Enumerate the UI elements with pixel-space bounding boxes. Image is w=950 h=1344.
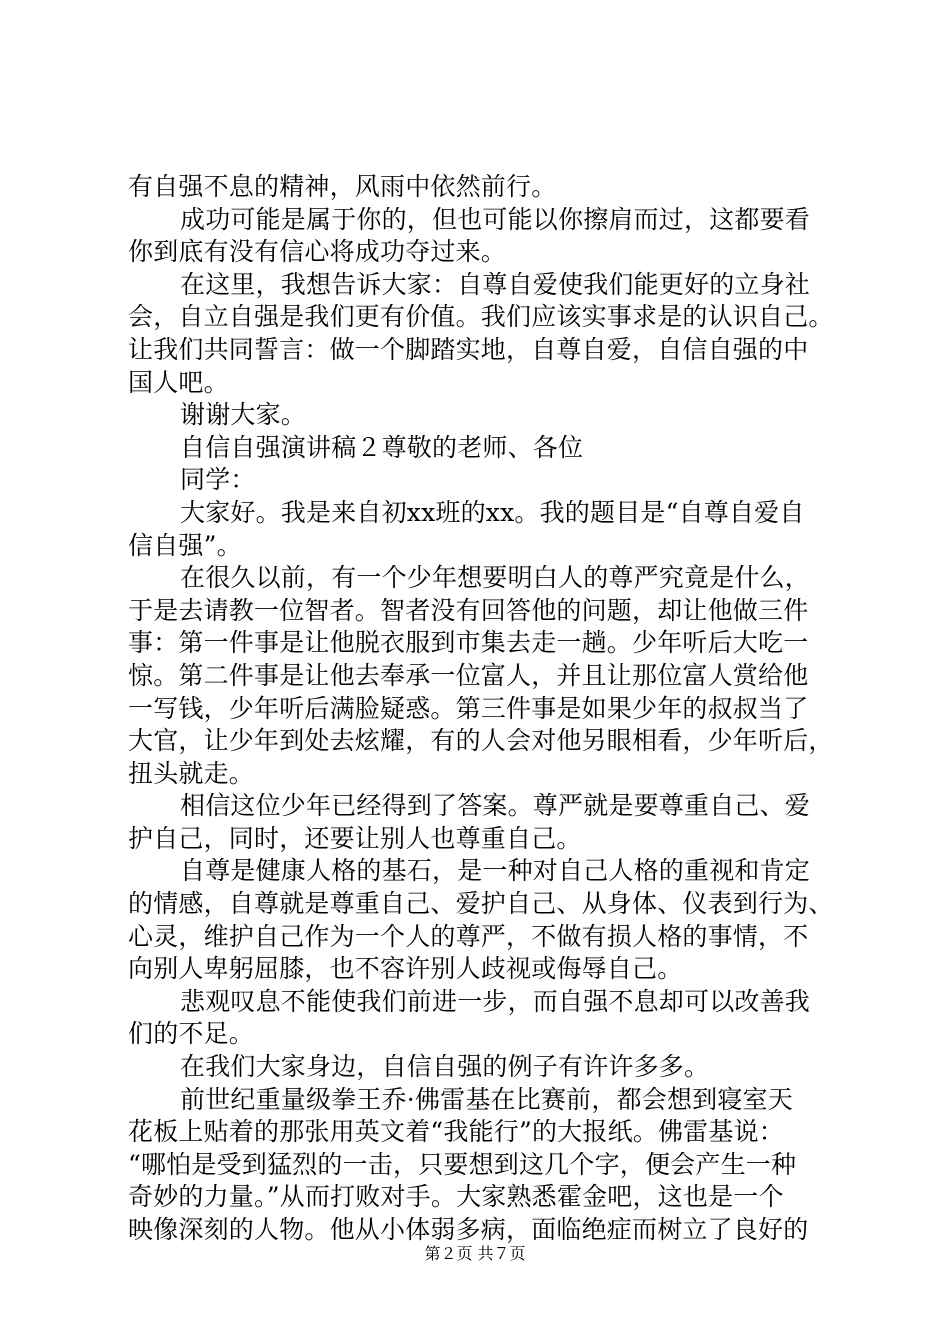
text-line: 惊。第二件事是让他去奉承一位富人，并且让那位富人赏给他 xyxy=(128,660,809,690)
text-line: 大家好。我是来自初xx班的xx。我的题目是“自尊自爱自 xyxy=(180,497,805,527)
text-line: 事：第一件事是让他脱衣服到市集去走一趟。少年听后大吃一 xyxy=(128,628,809,658)
text-line: 让我们共同誓言：做一个脚踏实地，自尊自爱，自信自强的中 xyxy=(128,334,809,364)
text-line: 悲观叹息不能使我们前进一步，而自强不息却可以改善我 xyxy=(180,986,811,1016)
text-line: 同学： xyxy=(180,465,256,495)
text-line: 奇妙的力量。”从而打败对手。大家熟悉霍金吧，这也是一个 xyxy=(128,1182,784,1212)
page-number: 第２页 共７页 xyxy=(424,1244,526,1263)
text-line: 你到底有没有信心将成功夺过来。 xyxy=(128,237,507,267)
text-line: 相信这位少年已经得到了答案。尊严就是要尊重自己、爱 xyxy=(180,791,811,821)
text-line: 于是去请教一位智者。智者没有回答他的问题，却让他做三件 xyxy=(128,595,809,625)
text-line: 们的不足。 xyxy=(128,1019,255,1049)
text-line: 在我们大家身边，自信自强的例子有许许多多。 xyxy=(180,1052,710,1082)
text-line: 前世纪重量级拳王乔·佛雷基在比赛前，都会想到寝室天 xyxy=(180,1084,793,1114)
text-line: 向别人卑躬屈膝，也不容许别人歧视或侮辱自己。 xyxy=(128,954,683,984)
text-line: 映像深刻的人物。他从小体弱多病，面临绝症而树立了良好的 xyxy=(128,1215,809,1244)
text-line: 自尊是健康人格的基石，是一种对自己人格的重视和肯定 xyxy=(180,856,811,886)
text-line: 成功可能是属于你的，但也可能以你擦肩而过，这都要看 xyxy=(180,204,811,234)
text-line: 扭头就走。 xyxy=(128,758,255,788)
text-line: 谢谢大家。 xyxy=(180,400,307,430)
text-line: 自信自强演讲稿２尊敬的老师、各位 xyxy=(180,432,584,462)
text-line: 一写钱，少年听后满脸疑惑。第三件事是如果少年的叔叔当了 xyxy=(128,693,809,723)
text-line: 的情感，自尊就是尊重自己、爱护自己、从身体、仪表到行为、 xyxy=(128,889,834,919)
text-line: 心灵，维护自己作为一个人的尊严，不做有损人格的事情，不 xyxy=(128,921,809,951)
text-line: 在这里，我想告诉大家：自尊自爱使我们能更好的立身社 xyxy=(180,269,811,299)
document-body xyxy=(128,171,848,1247)
text-line: 护自己，同时，还要让别人也尊重自己。 xyxy=(128,823,582,853)
text-line: 信自强”。 xyxy=(128,530,242,560)
text-line: “哪怕是受到猛烈的一击，只要想到这几个字，便会产生一种 xyxy=(128,1149,797,1179)
text-line: 花板上贴着的那张用英文着“我能行”的大报纸。佛雷基说： xyxy=(128,1117,784,1147)
text-line: 大官，让少年到处去炫耀，有的人会对他另眼相看，少年听后， xyxy=(128,726,834,756)
text-line: 国人吧。 xyxy=(128,367,229,397)
text-line: 在很久以前，有一个少年想要明白人的尊严究竟是什么， xyxy=(180,563,811,593)
text-line: 有自强不息的精神，风雨中依然前行。 xyxy=(128,172,557,201)
text-line: 会，自立自强是我们更有价值。我们应该实事求是的认识自己。 xyxy=(128,302,834,332)
